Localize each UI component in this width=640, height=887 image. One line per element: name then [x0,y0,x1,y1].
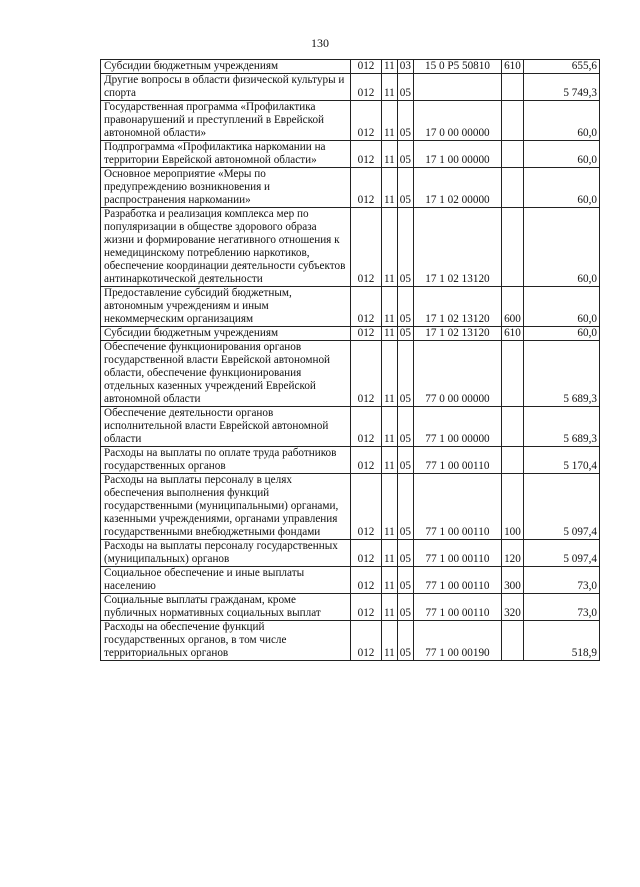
expense-type-cell: 610 [501,60,523,74]
admin-code-cell: 012 [351,287,382,327]
target-article-cell: 77 1 00 00190 [413,621,501,661]
admin-code-cell: 012 [351,474,382,540]
amount-cell: 655,6 [523,60,599,74]
table-row [101,447,600,474]
target-article-cell: 77 1 00 00110 [413,594,501,621]
table-row [101,474,600,540]
subsection-code-cell: 05 [397,621,413,661]
section-code-cell: 11 [382,594,398,621]
target-article-cell: 77 0 00 00000 [413,341,501,407]
table-row [101,567,600,594]
admin-code-cell: 012 [351,60,382,74]
expense-type-cell [501,74,523,101]
table-row [101,74,600,101]
expense-type-cell [501,101,523,141]
table-row [101,60,600,74]
subsection-code-cell: 05 [397,594,413,621]
expense-type-cell [501,341,523,407]
section-code-cell: 11 [382,327,398,341]
amount-cell: 60,0 [523,327,599,341]
amount-cell: 5 170,4 [523,447,599,474]
target-article-cell: 17 1 02 13120 [413,208,501,287]
row-name-cell: Расходы на обеспечение функций государственных органов, в том числе территориальных органов [101,621,351,661]
admin-code-cell: 012 [351,407,382,447]
target-article-cell: 17 1 02 00000 [413,168,501,208]
expense-type-cell [501,208,523,287]
subsection-code-cell: 05 [397,474,413,540]
amount-cell: 60,0 [523,208,599,287]
target-article-cell: 77 1 00 00110 [413,540,501,567]
section-code-cell: 11 [382,141,398,168]
admin-code-cell: 012 [351,74,382,101]
budget-table [100,59,600,661]
target-article-cell: 77 1 00 00000 [413,407,501,447]
amount-cell: 60,0 [523,168,599,208]
target-article-cell: 17 1 02 13120 [413,287,501,327]
subsection-code-cell: 05 [397,208,413,287]
expense-type-cell [501,141,523,168]
section-code-cell: 11 [382,447,398,474]
section-code-cell: 11 [382,60,398,74]
table-row [101,594,600,621]
table-row [101,101,600,141]
section-code-cell: 11 [382,287,398,327]
section-code-cell: 11 [382,567,398,594]
row-name-cell: Другие вопросы в области физической культуры и спорта [101,74,351,101]
target-article-cell [413,74,501,101]
target-article-cell: 17 0 00 00000 [413,101,501,141]
expense-type-cell [501,168,523,208]
subsection-code-cell: 05 [397,407,413,447]
amount-cell: 73,0 [523,567,599,594]
subsection-code-cell: 05 [397,540,413,567]
subsection-code-cell: 05 [397,287,413,327]
target-article-cell: 17 1 02 13120 [413,327,501,341]
row-name-cell: Основное мероприятие «Меры по предупреждению возникновения и распространения наркомании» [101,168,351,208]
subsection-code-cell: 05 [397,327,413,341]
amount-cell: 5 097,4 [523,540,599,567]
expense-type-cell [501,407,523,447]
row-name-cell: Разработка и реализация комплекса мер по популяризации в обществе здорового образа жизни и формирование негативного отношения к немедицинскому потреблению наркотиков, обеспечение координации деятельности субъектов антинаркотической деятельности [101,208,351,287]
section-code-cell: 11 [382,474,398,540]
expense-type-cell: 610 [501,327,523,341]
subsection-code-cell: 05 [397,141,413,168]
amount-cell: 5 097,4 [523,474,599,540]
admin-code-cell: 012 [351,447,382,474]
subsection-code-cell: 03 [397,60,413,74]
section-code-cell: 11 [382,540,398,567]
table-row [101,208,600,287]
expense-type-cell: 600 [501,287,523,327]
admin-code-cell: 012 [351,141,382,168]
table-row [101,621,600,661]
admin-code-cell: 012 [351,341,382,407]
section-code-cell: 11 [382,341,398,407]
row-name-cell: Предоставление субсидий бюджетным, автономным учреждениям и иным некоммерческим организациям [101,287,351,327]
amount-cell: 60,0 [523,287,599,327]
row-name-cell: Обеспечение деятельности органов исполнительной власти Еврейской автономной области [101,407,351,447]
row-name-cell: Социальное обеспечение и иные выплаты населению [101,567,351,594]
amount-cell: 73,0 [523,594,599,621]
section-code-cell: 11 [382,168,398,208]
table-row [101,168,600,208]
section-code-cell: 11 [382,621,398,661]
section-code-cell: 11 [382,407,398,447]
subsection-code-cell: 05 [397,341,413,407]
row-name-cell: Субсидии бюджетным учреждениям [101,327,351,341]
expense-type-cell: 120 [501,540,523,567]
subsection-code-cell: 05 [397,447,413,474]
subsection-code-cell: 05 [397,101,413,141]
expense-type-cell [501,621,523,661]
row-name-cell: Субсидии бюджетным учреждениям [101,60,351,74]
table-row [101,341,600,407]
subsection-code-cell: 05 [397,168,413,208]
table-row [101,407,600,447]
table-row [101,540,600,567]
amount-cell: 5 689,3 [523,341,599,407]
section-code-cell: 11 [382,74,398,101]
page-number: 130 [311,36,329,50]
section-code-cell: 11 [382,208,398,287]
table-row [101,141,600,168]
admin-code-cell: 012 [351,540,382,567]
target-article-cell: 15 0 P5 50810 [413,60,501,74]
expense-type-cell: 100 [501,474,523,540]
amount-cell: 60,0 [523,101,599,141]
expense-type-cell: 300 [501,567,523,594]
row-name-cell: Расходы на выплаты персоналу в целях обеспечения выполнения функций государственными (муниципальными) органами, казенными учреждениями, органами управления государственными внебюджетными фондами [101,474,351,540]
admin-code-cell: 012 [351,168,382,208]
section-code-cell: 11 [382,101,398,141]
table-row [101,327,600,341]
target-article-cell: 17 1 00 00000 [413,141,501,168]
amount-cell: 60,0 [523,141,599,168]
subsection-code-cell: 05 [397,567,413,594]
admin-code-cell: 012 [351,327,382,341]
amount-cell: 5 749,3 [523,74,599,101]
admin-code-cell: 012 [351,567,382,594]
admin-code-cell: 012 [351,101,382,141]
target-article-cell: 77 1 00 00110 [413,567,501,594]
table-row [101,287,600,327]
row-name-cell: Расходы на выплаты персоналу государственных (муниципальных) органов [101,540,351,567]
row-name-cell: Государственная программа «Профилактика правонарушений и преступлений в Еврейской автономной области» [101,101,351,141]
expense-type-cell [501,447,523,474]
admin-code-cell: 012 [351,594,382,621]
admin-code-cell: 012 [351,208,382,287]
subsection-code-cell: 05 [397,74,413,101]
row-name-cell: Обеспечение функционирования органов государственной власти Еврейской автономной области, обеспечение функционирования отдельных казенных учреждений Еврейской автономной области [101,341,351,407]
admin-code-cell: 012 [351,621,382,661]
target-article-cell: 77 1 00 00110 [413,447,501,474]
row-name-cell: Социальные выплаты гражданам, кроме публичных нормативных социальных выплат [101,594,351,621]
row-name-cell: Расходы на выплаты по оплате труда работников государственных органов [101,447,351,474]
target-article-cell: 77 1 00 00110 [413,474,501,540]
amount-cell: 5 689,3 [523,407,599,447]
amount-cell: 518,9 [523,621,599,661]
expense-type-cell: 320 [501,594,523,621]
row-name-cell: Подпрограмма «Профилактика наркомании на территории Еврейской автономной области» [101,141,351,168]
